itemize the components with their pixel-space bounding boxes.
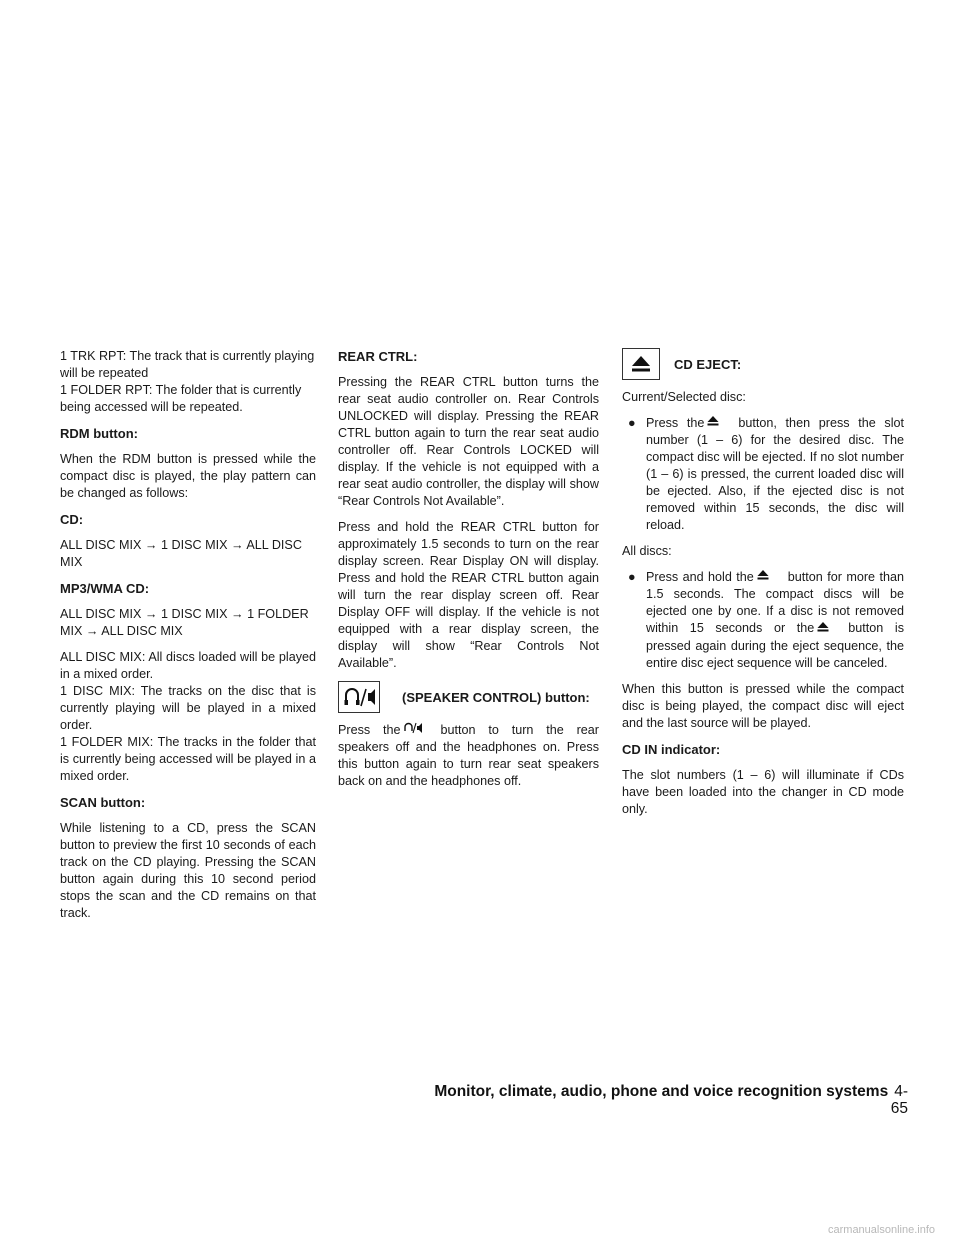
bullet-all-discs-text	[646, 569, 904, 671]
footer-section-title: Monitor, climate, audio, phone and voice recognition systems	[434, 1083, 889, 1100]
bullet2-mid: button for more than 1.5 seconds. The compact discs will be ejected one by one. If a disc is not removed within 15 seconds or the	[646, 570, 904, 636]
folder-rpt-text: 1 FOLDER RPT: The folder that is currently being accessed will be repeated.	[60, 383, 302, 414]
all-disc-mix-text: ALL DISC MIX: All discs loaded will be played in a mixed order.	[60, 650, 316, 681]
bullet-current-disc-text	[646, 415, 904, 534]
speaker-control-heading-row	[338, 681, 599, 713]
cd-in-heading: CD IN indicator:	[622, 741, 721, 757]
eject-inline-icon	[816, 621, 830, 638]
speaker-post-text: button to turn the rear speakers off and the headphones on. Press this button again to turn rear seat speakers back on and the headphones off.	[338, 723, 600, 789]
bullet2-pre: Press and hold the	[646, 570, 754, 585]
column-middle	[338, 348, 599, 799]
scan-heading: SCAN button:	[60, 795, 146, 810]
bullet1-post: button, then press the slot number (1 – 6) for the desired disc. The compact disc will be ejected. If no slot number (1 – 6) is pressed, the current loaded disc will be ejected. Also, if the ejected disc is not removed within 15 seconds, the disc will reload.	[646, 416, 904, 533]
rdm-heading: RDM button:	[60, 426, 138, 441]
bullet1-pre: Press the	[646, 416, 705, 430]
speaker-pre-text: Press the	[338, 723, 401, 737]
rear-ctrl-text-2: Press and hold the REAR CTRL button for approximately 1.5 seconds to turn on the rear display screen. Rear Display ON will display. Press and hold the REAR CTRL button again will turn the rear display screen off. Rear Display OFF will display. If the vehicle is not equipped with a rear display screen, the display will show “Rear Controls Not Available”.	[338, 520, 599, 670]
one-folder-mix-text: 1 FOLDER MIX: The tracks in the folder that is currently being accessed will be played in a mixed order.	[60, 735, 316, 783]
cd-eject-heading-row	[622, 348, 904, 380]
bullet-current-disc	[622, 415, 904, 534]
cd-text: ALL DISC MIX → 1 DISC MIX → ALL DISC MIX	[60, 538, 302, 569]
speaker-control-text	[338, 722, 599, 790]
bullet-glyph: ●	[628, 570, 636, 585]
cd-in-text: The slot numbers (1 – 6) will illuminate if CDs have been loaded into the changer in CD mode only.	[622, 767, 904, 816]
page-footer	[420, 1083, 908, 1117]
scan-text: While listening to a CD, press the SCAN button to preview the first 10 seconds of each track on the CD playing. Pressing the SCAN button again during this 10 second period stops the scan and the CD remains on that track.	[60, 821, 316, 920]
mp3-heading: MP3/WMA CD:	[60, 581, 150, 596]
speaker-control-icon	[338, 681, 380, 713]
all-discs-label: All discs:	[622, 544, 672, 559]
cd-heading: CD:	[60, 512, 84, 527]
watermark: carmanualsonline.info	[828, 1224, 936, 1236]
rdm-text: When the RDM button is pressed while the compact disc is played, the play pattern can be changed as follows:	[60, 452, 316, 500]
trk-rpt-text: 1 TRK RPT: The track that is currently playing will be repeated	[60, 349, 315, 380]
eject-when-text: When this button is pressed while the compact disc is being played, the compact disc will eject and the last source will be played.	[622, 681, 904, 730]
bullet-glyph: ●	[628, 416, 636, 430]
bullet-all-discs	[622, 569, 904, 671]
rear-ctrl-text-1: Pressing the REAR CTRL button turns the rear seat audio controller on. Rear Controls UNLOCKED will display. Pressing the REAR CTRL button again to turn the rear seat audio controller off. Rear Controls LOCKED will display. If the vehicle is not equipped with a rear seat audio controller, the display will show “Rear Controls Not Available”.	[338, 375, 599, 508]
one-disc-mix-text: 1 DISC MIX: The tracks on the disc that is currently playing will be played in a mixed order.	[60, 684, 316, 732]
mp3-text: ALL DISC MIX → 1 DISC MIX → 1 FOLDER MIX → ALL DISC MIX	[60, 607, 309, 638]
rear-ctrl-heading: REAR CTRL:	[338, 349, 418, 364]
eject-inline-icon	[756, 569, 770, 586]
cd-eject-heading: CD EJECT:	[674, 356, 742, 372]
current-disc-label: Current/Selected disc:	[622, 390, 746, 404]
column-left	[60, 348, 316, 931]
eject-icon	[622, 348, 660, 380]
speaker-control-heading: (SPEAKER CONTROL) button:	[402, 689, 590, 705]
column-right	[622, 348, 904, 827]
bullet2-post: button is pressed again during the eject sequence, the entire disc eject sequence will be canceled.	[646, 621, 904, 670]
eject-inline-icon	[706, 415, 720, 432]
speaker-inline-icon	[403, 722, 423, 739]
page-number: 4-65	[890, 1083, 908, 1117]
